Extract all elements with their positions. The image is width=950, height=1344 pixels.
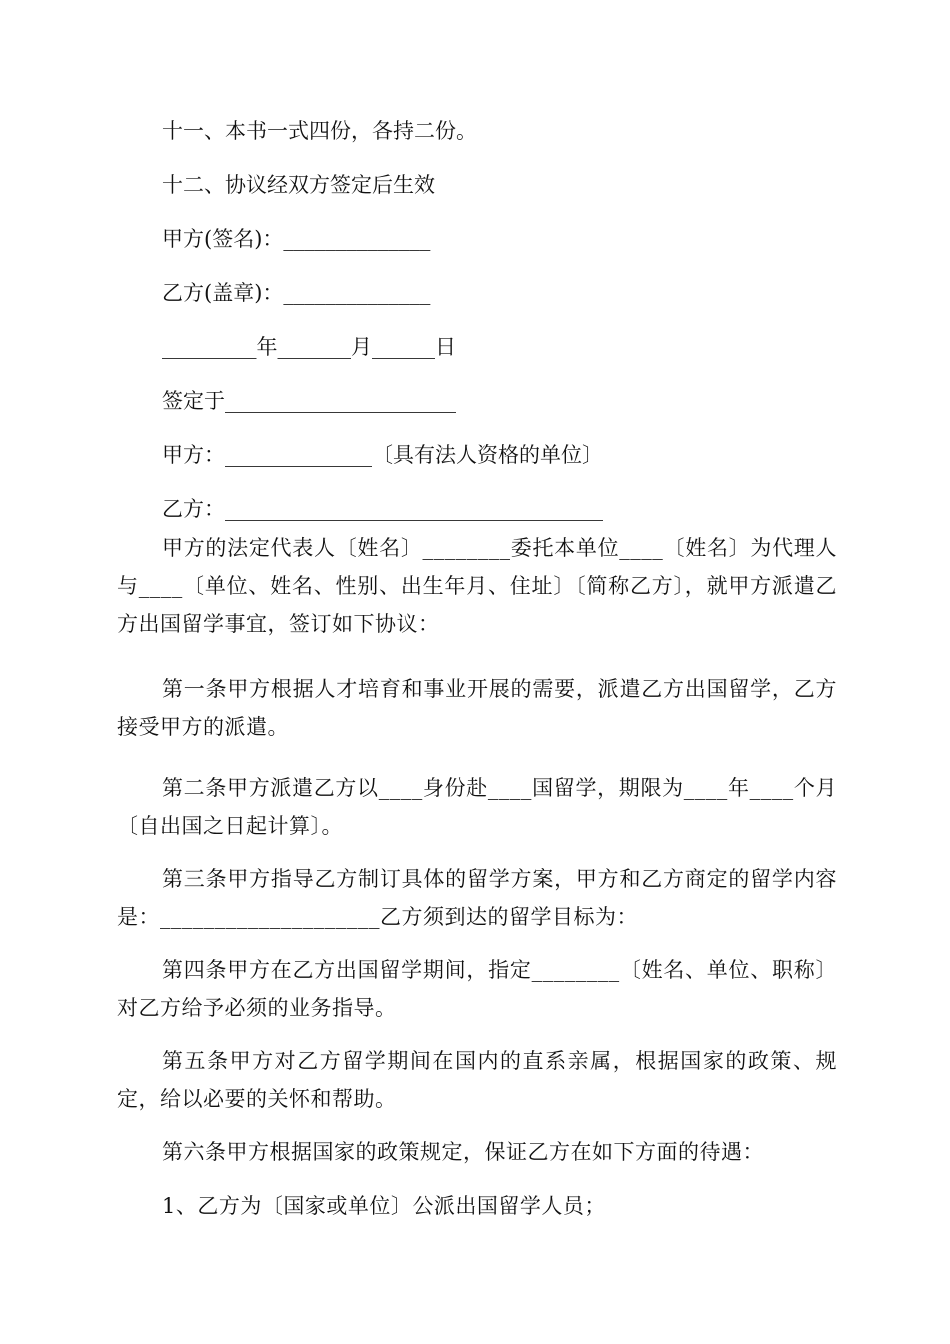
clause-12: 十二、协议经双方签定后生效 — [162, 173, 435, 197]
paragraph-preamble: 甲方的法定代表人〔姓名〕________委托本单位____〔姓名〕为代理人与____〔单位、姓名、性别、出生年月、住址〕〔简称乙方〕，就甲方派遣乙方出国留学事宜，签订如下协议： — [117, 536, 837, 636]
clause-11: 十一、本书一式四份，各持二份。 — [162, 119, 477, 143]
paragraph-article-2: 第二条甲方派遣乙方以____身份赴____国留学，期限为____年____个月〔自出国之日起计算〕。 — [117, 776, 837, 838]
date-line: _________年_______月______日 — [162, 335, 456, 359]
paragraph-article-5: 第五条甲方对乙方留学期间在国内的直系亲属，根据国家的政策、规定，给以必要的关怀和帮助。 — [117, 1049, 837, 1111]
paragraph-article-1: 第一条甲方根据人才培育和事业开展的需要，派遣乙方出国留学，乙方接受甲方的派遣。 — [117, 677, 837, 739]
paragraph-article-6: 第六条甲方根据国家的政策规定，保证乙方在如下方面的待遇： — [162, 1140, 764, 1164]
paragraph-item-1: 1、乙方为〔国家或单位〕公派出国留学人员； — [162, 1194, 606, 1218]
party-b-seal-line: 乙方(盖章)：______________ — [162, 281, 431, 305]
signed-at-line: 签定于______________________ — [162, 389, 456, 413]
paragraph-article-4: 第四条甲方在乙方出国留学期间，指定________〔姓名、单位、职称〕对乙方给予必须的业务指导。 — [117, 958, 837, 1020]
party-b-line: 乙方：____________________________________ — [162, 497, 603, 521]
party-a-line: 甲方：______________〔具有法人资格的单位〕 — [162, 443, 603, 467]
party-a-signature-line: 甲方(签名)：______________ — [162, 227, 431, 251]
paragraph-article-3: 第三条甲方指导乙方制订具体的留学方案，甲方和乙方商定的留学内容是：____________________乙方须到达的留学目标为： — [117, 867, 837, 929]
